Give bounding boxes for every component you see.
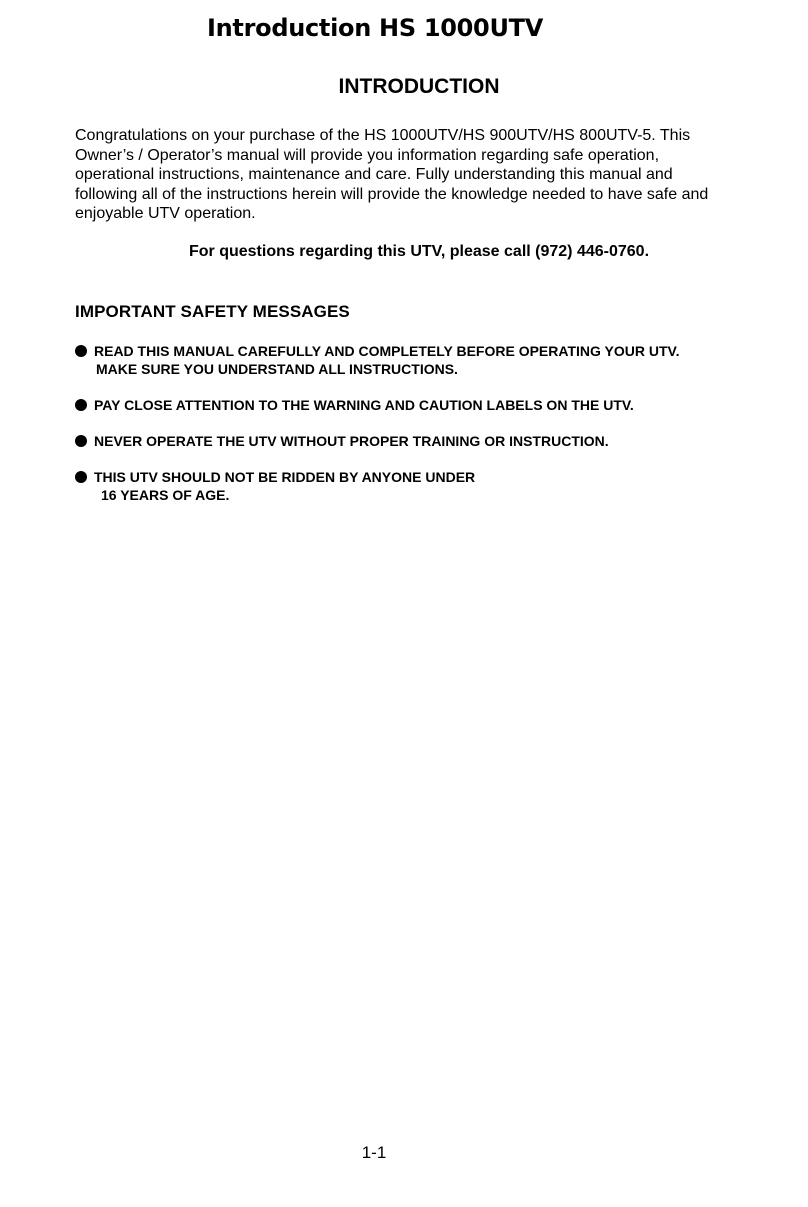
safety-message-item bbox=[75, 468, 775, 504]
safety-messages-heading: IMPORTANT SAFETY MESSAGES bbox=[75, 302, 350, 321]
section-title-introduction: INTRODUCTION bbox=[338, 75, 500, 98]
safety-message-text-continued: MAKE SURE YOU UNDERSTAND ALL INSTRUCTIONS. bbox=[96, 361, 458, 377]
safety-message-item bbox=[75, 396, 775, 414]
safety-message-item bbox=[75, 432, 775, 450]
safety-message-text-continued: 16 YEARS OF AGE. bbox=[101, 487, 230, 503]
safety-message-text: PAY CLOSE ATTENTION TO THE WARNING AND CAUTION LABELS ON THE UTV. bbox=[94, 397, 634, 413]
intro-paragraph-line: Congratulations on your purchase of the HS 1000UTV/HS 900UTV/HS 800UTV-5. This bbox=[75, 127, 691, 144]
bullet-icon bbox=[75, 399, 87, 411]
bullet-icon bbox=[75, 435, 87, 447]
safety-message-text: THIS UTV SHOULD NOT BE RIDDEN BY ANYONE UNDER bbox=[94, 469, 476, 485]
safety-message-text: NEVER OPERATE THE UTV WITHOUT PROPER TRAINING OR INSTRUCTION. bbox=[94, 433, 609, 449]
safety-message-item bbox=[75, 342, 775, 378]
safety-messages-list bbox=[75, 342, 775, 522]
intro-paragraph-line: enjoyable UTV operation. bbox=[75, 205, 256, 222]
safety-message-text: READ THIS MANUAL CAREFULLY AND COMPLETELY BEFORE OPERATING YOUR UTV. bbox=[94, 343, 680, 359]
intro-paragraph bbox=[75, 126, 745, 224]
intro-paragraph-line: operational instructions, maintenance and care. Fully understanding this manual and bbox=[75, 166, 673, 183]
contact-phone-line: For questions regarding this UTV, please call (972) 446-0760. bbox=[188, 243, 650, 260]
document-title: Introduction HS 1000UTV bbox=[207, 14, 543, 42]
bullet-icon bbox=[75, 345, 87, 357]
intro-paragraph-line: Owner’s / Operator’s manual will provide you information regarding safe operation, bbox=[75, 146, 660, 164]
page-number: 1-1 bbox=[361, 1143, 387, 1162]
intro-paragraph-line: following all of the instructions herein will provide the knowledge needed to have safe and bbox=[75, 185, 709, 203]
bullet-icon bbox=[75, 471, 87, 483]
